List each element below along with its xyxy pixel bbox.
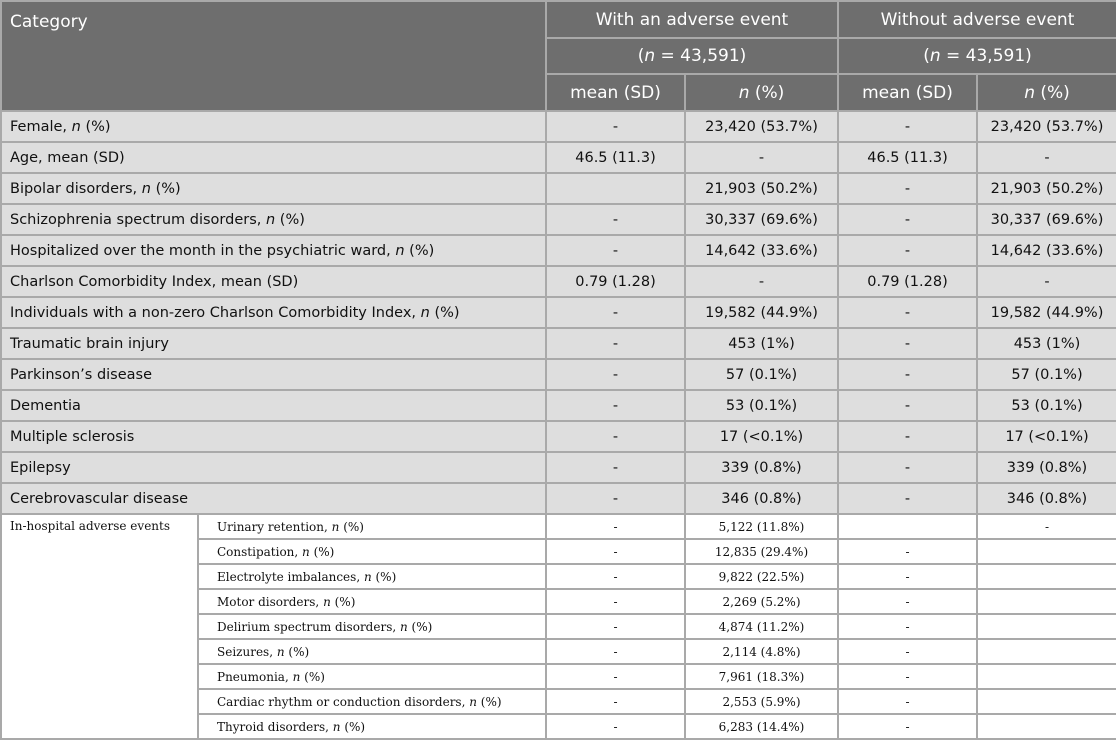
row-value-c1: - (546, 111, 685, 142)
adverse-event-value-c2: 2,269 (5.2%) (685, 589, 838, 614)
adverse-event-label: Cardiac rhythm or conduction disorders, n (%) (198, 689, 546, 714)
row-value-c3: - (838, 235, 977, 266)
table-header (1, 1, 1116, 111)
row-label: Individuals with a non-zero Charlson Comorbidity Index, n (%) (1, 297, 546, 328)
row-label: Charlson Comorbidity Index, mean (SD) (1, 266, 546, 297)
row-value-c4: 53 (0.1%) (977, 390, 1116, 421)
row-label: Cerebrovascular disease (1, 483, 546, 514)
row-value-c1 (546, 173, 685, 204)
table-row (1, 266, 1116, 297)
adverse-event-value-c3: - (838, 539, 977, 564)
adverse-event-value-c1: - (546, 589, 685, 614)
row-value-c3: - (838, 483, 977, 514)
row-label: Dementia (1, 390, 546, 421)
header-group-without-event: Without adverse event (838, 1, 1116, 38)
adverse-event-value-c2: 12,835 (29.4%) (685, 539, 838, 564)
row-value-c2: 453 (1%) (685, 328, 838, 359)
adverse-event-value-c4 (977, 714, 1116, 739)
table-row (1, 204, 1116, 235)
adverse-event-value-c1: - (546, 639, 685, 664)
row-value-c1: - (546, 452, 685, 483)
table-row (1, 111, 1116, 142)
table-row (1, 483, 1116, 514)
row-value-c2: 17 (<0.1%) (685, 421, 838, 452)
row-value-c4: - (977, 266, 1116, 297)
adverse-event-value-c4 (977, 564, 1116, 589)
header-category: Category (1, 1, 546, 111)
row-value-c4: 453 (1%) (977, 328, 1116, 359)
adverse-event-value-c1: - (546, 564, 685, 589)
adverse-event-value-c3 (838, 514, 977, 539)
row-value-c4: 21,903 (50.2%) (977, 173, 1116, 204)
adverse-event-value-c4: - (977, 514, 1116, 539)
table-row (1, 142, 1116, 173)
row-value-c4: 30,337 (69.6%) (977, 204, 1116, 235)
row-value-c1: - (546, 297, 685, 328)
adverse-event-label: Motor disorders, n (%) (198, 589, 546, 614)
table-row (1, 173, 1116, 204)
row-label: Parkinson’s disease (1, 359, 546, 390)
adverse-event-value-c2: 4,874 (11.2%) (685, 614, 838, 639)
row-value-c3: - (838, 297, 977, 328)
row-value-c4: 23,420 (53.7%) (977, 111, 1116, 142)
header-group-with-event-n: (n = 43,591) (546, 38, 838, 74)
row-value-c2: - (685, 142, 838, 173)
row-label: Age, mean (SD) (1, 142, 546, 173)
table-body (1, 111, 1116, 739)
adverse-event-value-c3: - (838, 564, 977, 589)
adverse-event-value-c2: 7,961 (18.3%) (685, 664, 838, 689)
row-value-c1: - (546, 421, 685, 452)
adverse-event-value-c3: - (838, 664, 977, 689)
adverse-event-label: Urinary retention, n (%) (198, 514, 546, 539)
adverse-event-label: Thyroid disorders, n (%) (198, 714, 546, 739)
row-value-c4: 14,642 (33.6%) (977, 235, 1116, 266)
adverse-event-value-c1: - (546, 539, 685, 564)
adverse-event-value-c1: - (546, 714, 685, 739)
row-value-c3: - (838, 111, 977, 142)
row-label: Female, n (%) (1, 111, 546, 142)
row-value-c4: - (977, 142, 1116, 173)
row-value-c2: 23,420 (53.7%) (685, 111, 838, 142)
row-value-c3: - (838, 328, 977, 359)
row-value-c2: 339 (0.8%) (685, 452, 838, 483)
adverse-event-value-c2: 5,122 (11.8%) (685, 514, 838, 539)
row-value-c2: 30,337 (69.6%) (685, 204, 838, 235)
header-col-mean-without: mean (SD) (838, 74, 977, 111)
row-value-c1: - (546, 235, 685, 266)
header-group-without-event-n: (n = 43,591) (838, 38, 1116, 74)
adverse-event-label: Electrolyte imbalances, n (%) (198, 564, 546, 589)
row-value-c3: - (838, 173, 977, 204)
adverse-event-value-c2: 2,114 (4.8%) (685, 639, 838, 664)
adverse-event-value-c3: - (838, 589, 977, 614)
adverse-event-value-c3: - (838, 714, 977, 739)
adverse-event-value-c3: - (838, 639, 977, 664)
adverse-event-label: Seizures, n (%) (198, 639, 546, 664)
header-col-n-without: n (%) (977, 74, 1116, 111)
row-value-c3: 46.5 (11.3) (838, 142, 977, 173)
row-value-c3: - (838, 204, 977, 235)
row-value-c3: 0.79 (1.28) (838, 266, 977, 297)
adverse-event-value-c3: - (838, 689, 977, 714)
header-col-mean-with: mean (SD) (546, 74, 685, 111)
row-label: Traumatic brain injury (1, 328, 546, 359)
row-label: Schizophrenia spectrum disorders, n (%) (1, 204, 546, 235)
adverse-event-value-c2: 2,553 (5.9%) (685, 689, 838, 714)
row-label: Multiple sclerosis (1, 421, 546, 452)
header-group-with-event: With an adverse event (546, 1, 838, 38)
row-value-c1: - (546, 359, 685, 390)
adverse-event-value-c1: - (546, 664, 685, 689)
row-label: Hospitalized over the month in the psychiatric ward, n (%) (1, 235, 546, 266)
row-value-c2: 14,642 (33.6%) (685, 235, 838, 266)
row-value-c2: 53 (0.1%) (685, 390, 838, 421)
row-label: Bipolar disorders, n (%) (1, 173, 546, 204)
row-value-c1: - (546, 390, 685, 421)
row-value-c2: 346 (0.8%) (685, 483, 838, 514)
row-value-c4: 17 (<0.1%) (977, 421, 1116, 452)
table-row (1, 390, 1116, 421)
table-row (1, 297, 1116, 328)
adverse-event-value-c2: 9,822 (22.5%) (685, 564, 838, 589)
row-label: Epilepsy (1, 452, 546, 483)
table-row (1, 421, 1116, 452)
row-value-c3: - (838, 390, 977, 421)
row-value-c1: - (546, 483, 685, 514)
row-value-c4: 346 (0.8%) (977, 483, 1116, 514)
row-value-c1: 46.5 (11.3) (546, 142, 685, 173)
row-value-c2: 19,582 (44.9%) (685, 297, 838, 328)
table-row (1, 328, 1116, 359)
adverse-event-value-c4 (977, 614, 1116, 639)
table-row (1, 359, 1116, 390)
row-value-c2: 57 (0.1%) (685, 359, 838, 390)
table-row (1, 235, 1116, 266)
adverse-event-value-c4 (977, 639, 1116, 664)
adverse-event-value-c4 (977, 539, 1116, 564)
header-col-n-with: n (%) (685, 74, 838, 111)
row-value-c3: - (838, 359, 977, 390)
adverse-event-label: Pneumonia, n (%) (198, 664, 546, 689)
row-value-c3: - (838, 421, 977, 452)
row-value-c2: - (685, 266, 838, 297)
adverse-event-label: Constipation, n (%) (198, 539, 546, 564)
row-value-c1: - (546, 328, 685, 359)
row-value-c4: 57 (0.1%) (977, 359, 1116, 390)
adverse-events-section-label: In-hospital adverse events (1, 514, 198, 739)
table-row (1, 452, 1116, 483)
row-value-c1: - (546, 204, 685, 235)
adverse-event-label: Delirium spectrum disorders, n (%) (198, 614, 546, 639)
adverse-event-value-c3: - (838, 614, 977, 639)
adverse-event-value-c4 (977, 589, 1116, 614)
row-value-c3: - (838, 452, 977, 483)
adverse-event-value-c4 (977, 664, 1116, 689)
row-value-c2: 21,903 (50.2%) (685, 173, 838, 204)
row-value-c4: 19,582 (44.9%) (977, 297, 1116, 328)
adverse-event-value-c4 (977, 689, 1116, 714)
adverse-event-row (1, 514, 1116, 539)
adverse-event-value-c1: - (546, 689, 685, 714)
row-value-c1: 0.79 (1.28) (546, 266, 685, 297)
adverse-event-value-c1: - (546, 514, 685, 539)
adverse-event-value-c1: - (546, 614, 685, 639)
adverse-event-value-c2: 6,283 (14.4%) (685, 714, 838, 739)
row-value-c4: 339 (0.8%) (977, 452, 1116, 483)
